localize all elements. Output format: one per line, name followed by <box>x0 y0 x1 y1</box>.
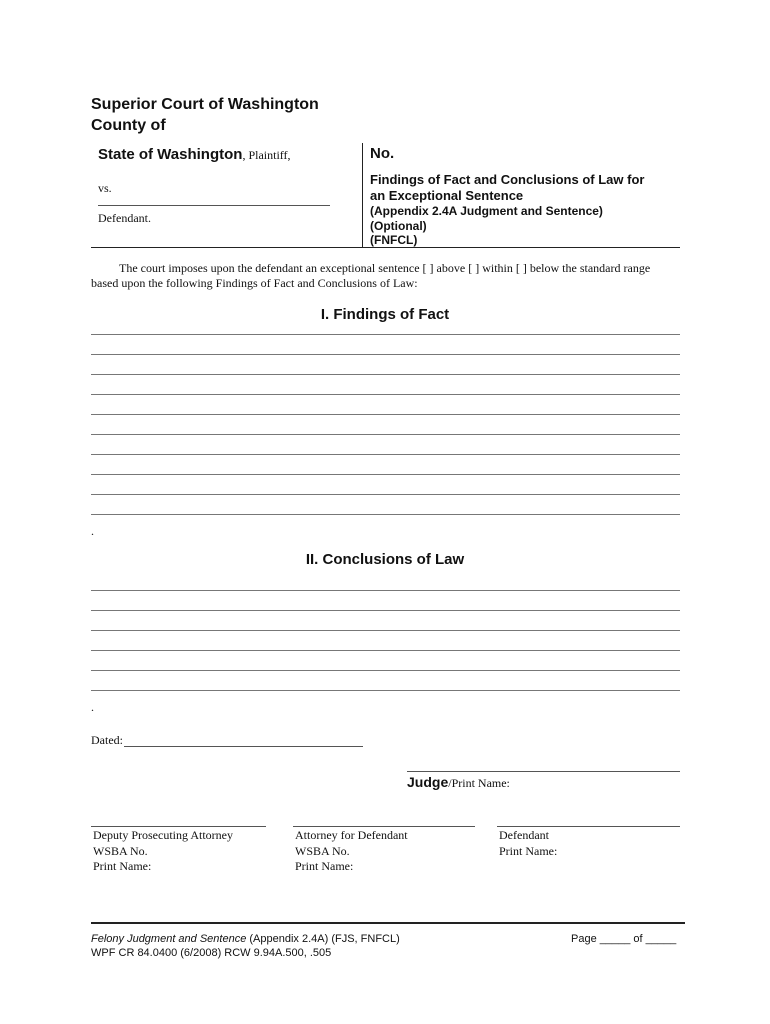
caption-parties <box>98 146 353 163</box>
court-name: Superior Court of Washington <box>91 96 319 113</box>
conclusions-line[interactable] <box>91 630 680 631</box>
footer-form-title <box>91 933 400 945</box>
caption-divider <box>362 143 363 247</box>
prosecutor-block <box>93 828 233 875</box>
defendant-block <box>499 828 557 859</box>
judge-print-name: /Print Name: <box>448 776 510 790</box>
findings-line[interactable] <box>91 354 680 355</box>
dated-label: Dated: <box>91 733 123 747</box>
findings-line[interactable] <box>91 474 680 475</box>
document-title <box>370 172 644 204</box>
findings-line[interactable] <box>91 454 680 455</box>
attorney-wsba: WSBA No. <box>295 843 350 858</box>
footer-form-detail: (Appendix 2.4A) (FJS, FNFCL) <box>246 933 400 945</box>
findings-line[interactable] <box>91 394 680 395</box>
intro-line-2: based upon the following Findings of Fact and Conclusions of Law: <box>91 276 418 290</box>
footer-form-code: WPF CR 84.0400 (6/2008) RCW 9.94A.500, .505 <box>91 947 332 959</box>
conclusions-line[interactable] <box>91 650 680 651</box>
intro-line-1: The court imposes upon the defendant an exceptional sentence [ ] above [ ] within [ ] below the standard range <box>119 261 651 275</box>
title-line-2: an Exceptional Sentence <box>370 188 524 203</box>
subtitle-optional: (Optional) <box>370 218 427 233</box>
plaintiff-name: State of Washington <box>98 146 243 163</box>
conclusions-line[interactable] <box>91 610 680 611</box>
defendant-name-line[interactable] <box>98 205 330 206</box>
attorney-print-name: Print Name: <box>295 859 354 873</box>
title-line-1: Findings of Fact and Conclusions of Law for <box>370 172 645 187</box>
footer-form-name: Felony Judgment and Sentence <box>91 933 247 945</box>
footer-rule <box>91 922 685 924</box>
findings-end-mark: . <box>91 524 94 538</box>
case-number-label: No. <box>370 145 395 162</box>
subtitle-appendix: (Appendix 2.4A Judgment and Sentence) <box>370 204 603 218</box>
findings-line[interactable] <box>91 514 680 515</box>
dated-line[interactable] <box>124 746 363 747</box>
conclusions-line[interactable] <box>91 690 680 691</box>
judge-label <box>407 774 510 792</box>
findings-line[interactable] <box>91 434 680 435</box>
attorney-signature-line[interactable] <box>293 826 475 827</box>
court-heading <box>91 94 319 136</box>
subtitle-code: (FNFCL) <box>370 233 418 247</box>
defendant-print-name: Print Name: <box>499 843 558 858</box>
conclusions-line[interactable] <box>91 670 680 671</box>
findings-line[interactable] <box>91 414 680 415</box>
prosecutor-print-name: Print Name: <box>93 859 152 873</box>
document-subtitle <box>370 204 603 248</box>
findings-line[interactable] <box>91 494 680 495</box>
attorney-block <box>295 828 408 875</box>
attorney-role: Attorney for Defendant <box>295 828 408 842</box>
judge-signature-line[interactable] <box>407 771 680 772</box>
findings-line[interactable] <box>91 334 680 335</box>
footer-page-number: Page _____ of _____ <box>571 933 677 945</box>
findings-heading: I. Findings of Fact <box>320 306 450 323</box>
prosecutor-wsba: WSBA No. <box>93 843 148 858</box>
defendant-signature-line[interactable] <box>497 826 680 827</box>
conclusions-heading: II. Conclusions of Law <box>305 551 465 568</box>
conclusions-line[interactable] <box>91 590 680 591</box>
county-label: County of <box>91 117 166 134</box>
defendant-role: Defendant <box>499 828 549 842</box>
plaintiff-label: , Plaintiff, <box>242 148 291 162</box>
conclusions-end-mark: . <box>91 700 94 714</box>
prosecutor-signature-line[interactable] <box>91 826 266 827</box>
judge-title: Judge <box>407 774 449 790</box>
prosecutor-role: Deputy Prosecuting Attorney <box>93 828 233 842</box>
vs-label: vs. <box>98 181 112 195</box>
plaintiff <box>98 146 353 163</box>
findings-line[interactable] <box>91 374 680 375</box>
defendant-label: Defendant. <box>98 211 151 225</box>
